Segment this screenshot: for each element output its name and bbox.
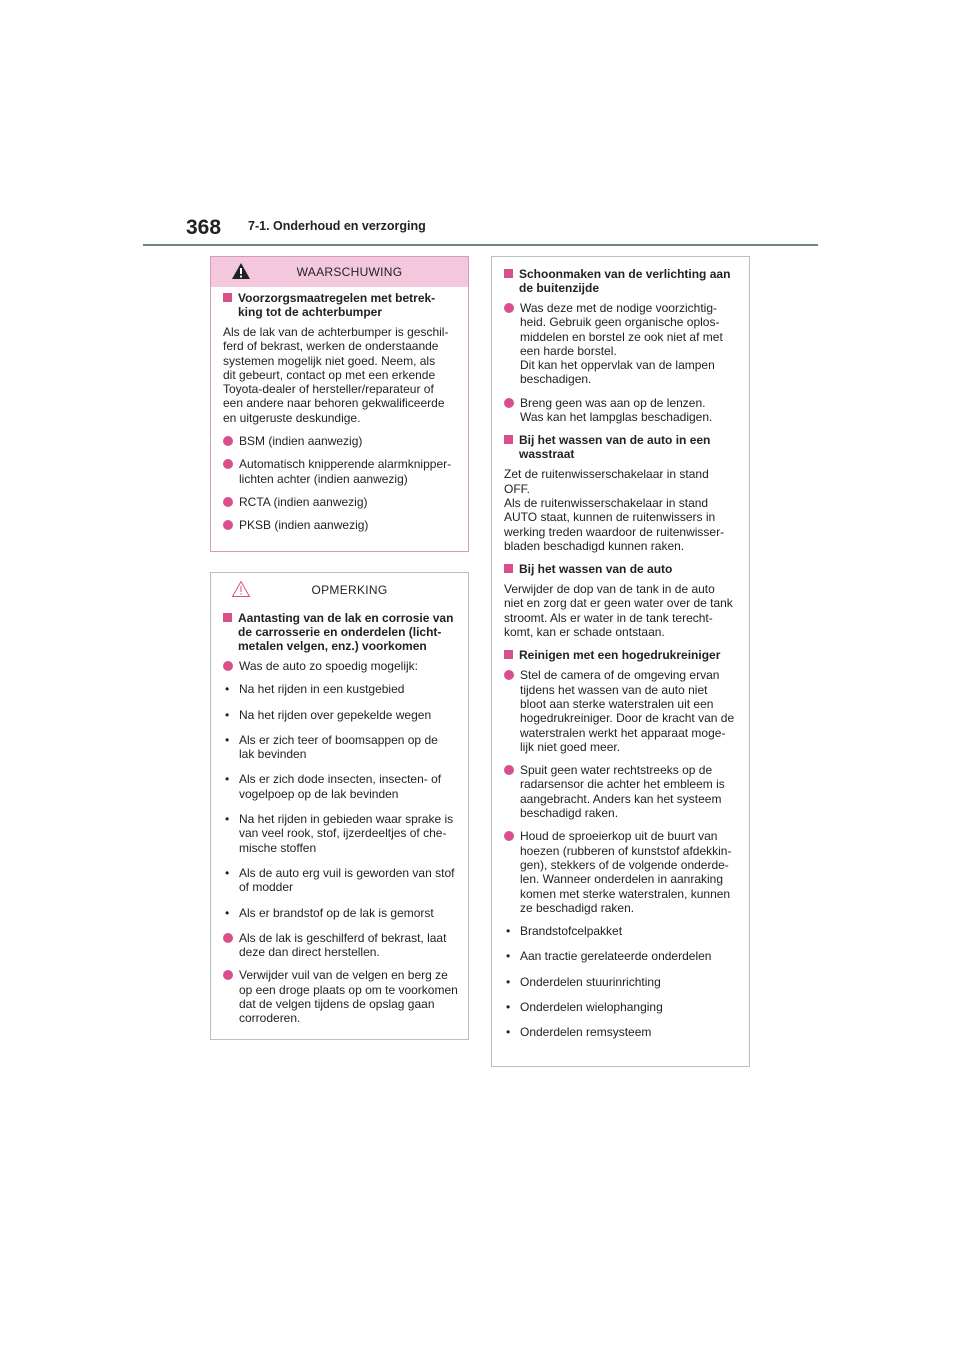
warning-box (210, 256, 469, 552)
dash-item: • Aan tractie gerelateerde onderdelen (506, 949, 712, 964)
list-item: Verwijder vuil van de velgen en berg ze op een droge plaats op om te voorkomen dat de velgen tijdens de opslag gaan corroderen. (223, 968, 458, 1025)
list-item: BSM (indien aanwezig) (223, 434, 458, 448)
dash-item: • Als de auto erg vuil is geworden van stof of modder (225, 865, 455, 895)
square-bullet-icon (504, 650, 513, 659)
list-item: Breng geen was aan op de lenzen. Was kan het lampglas beschadigen. (504, 396, 739, 425)
page-number: 368 (186, 216, 222, 239)
square-bullet-icon (223, 613, 232, 622)
carwash-text: Zet de ruitenwisserschakelaar in stand OFF. Als de ruitenwisserschakelaar in stand AUTO staat, kunnen de ruitenwissers in werking treden waardoor de ruitenwisser- bladen beschadigd kunnen raken. (504, 467, 725, 553)
list-item: Automatisch knipperende alarmknipper- lichten achter (indien aanwezig) (223, 457, 458, 486)
carwash-heading: Bij het wassen van de auto in een wasstraat (504, 433, 739, 461)
list-item: PKSB (indien aanwezig) (223, 518, 458, 532)
lighting-heading: Schoonmaken van de verlichting aan de buitenzijde (504, 267, 739, 295)
square-bullet-icon (223, 293, 232, 302)
circle-bullet-icon (223, 933, 233, 943)
washing-heading: Bij het wassen van de auto (504, 562, 739, 576)
section-title: 7-1. Onderhoud en verzorging (248, 219, 426, 233)
list-item: Was deze met de nodige voorzichtig- heid. Gebruik geen organische oplos- middelen en borstel ze ook niet af met een harde borstel. Dit kan het oppervlak van de lampen beschadigen. (504, 301, 739, 387)
circle-bullet-icon (504, 831, 514, 841)
dash-item: • Als er brandstof op de lak is gemorst (225, 905, 434, 920)
dash-item: • Onderdelen remsysteem (506, 1025, 652, 1040)
circle-bullet-icon (223, 497, 233, 507)
care-instructions-box (491, 256, 750, 1067)
circle-bullet-icon (223, 459, 233, 469)
pressure-washer-heading: Reinigen met een hogedrukreiniger (504, 648, 739, 662)
circle-bullet-icon (223, 970, 233, 980)
note-title: OPMERKING (311, 583, 388, 597)
warning-header (211, 257, 468, 287)
dash-item: • Onderdelen stuurinrichting (506, 974, 661, 989)
circle-bullet-icon (504, 398, 514, 408)
circle-bullet-icon (504, 670, 514, 680)
circle-bullet-icon (223, 520, 233, 530)
dash-item: • Na het rijden in gebieden waar sprake is van veel rook, stof, ijzerdeeltjes of che- mische stoffen (225, 812, 454, 855)
list-item: RCTA (indien aanwezig) (223, 495, 458, 509)
square-bullet-icon (504, 269, 513, 278)
note-heading: Aantasting van de lak en corrosie van de carrosserie en onderdelen (licht- metalen velgen, enz.) voorkomen (223, 611, 458, 653)
warning-body: Als de lak van de achterbumper is geschil- ferd of bekrast, werken de onderstaande systemen mogelijk niet goed. Neem, als dit gebeurt, contact op met een erkende Toyota-dealer of hersteller/reparateur of een andere naar behoren gekwalificeerde en uitgeruste deskundige. (223, 325, 449, 425)
warning-heading-text: Voorzorgsmaatregelen met betrek- king tot de achterbumper (238, 291, 436, 319)
dash-item: • Als er zich teer of boomsappen op de lak bevinden (225, 732, 438, 762)
dash-item: • Na het rijden over gepekelde wegen (225, 707, 432, 722)
caution-triangle-icon (231, 580, 251, 598)
square-bullet-icon (504, 435, 513, 444)
dash-item: • Na het rijden in een kustgebied (225, 682, 405, 697)
circle-bullet-icon (223, 436, 233, 446)
list-item: Houd de sproeierkop uit de buurt van hoezen (rubberen of kunststof afdekkin- gen), stekkers of de volgende onderde- len. Wanneer onderdelen in aanraking komen met sterke waterstralen, kunnen ze beschadigd raken. (504, 829, 739, 915)
list-item: Spuit geen water rechtstreeks op de radarsensor die achter het embleem is aangebracht. Anders kan het systeem beschadigd raken. (504, 763, 739, 820)
dash-item: • Als er zich dode insecten, insecten- of vogelpoep op de lak bevinden (225, 772, 442, 801)
warning-heading (223, 291, 458, 319)
dash-item: • Brandstofcelpakket (506, 924, 623, 939)
header-divider (143, 244, 818, 246)
note-box (210, 572, 469, 1040)
circle-bullet-icon (504, 765, 514, 775)
dash-item: • Onderdelen wielophanging (506, 999, 663, 1014)
note-header (211, 573, 468, 607)
list-item: Als de lak is geschilferd of bekrast, laat deze dan direct herstellen. (223, 931, 458, 960)
warning-triangle-icon (231, 262, 251, 280)
circle-bullet-icon (504, 303, 514, 313)
warning-title: WAARSCHUWING (296, 265, 403, 279)
list-item: Stel de camera of de omgeving ervan tijdens het wassen van de auto niet bloot aan sterke waterstralen uit een hogedrukreiniger. Door de kracht van de waterstralen werkt het apparaat moge- lijk niet goed meer. (504, 668, 739, 754)
washing-text: Verwijder de dop van de tank in de auto niet en zorg dat er geen water over de tank stroomt. Als er water in de tank terecht- komt, kan er schade ontstaan. (504, 582, 733, 640)
circle-bullet-icon (223, 661, 233, 671)
list-item: Was de auto zo spoedig mogelijk: (223, 659, 458, 673)
square-bullet-icon (504, 564, 513, 573)
